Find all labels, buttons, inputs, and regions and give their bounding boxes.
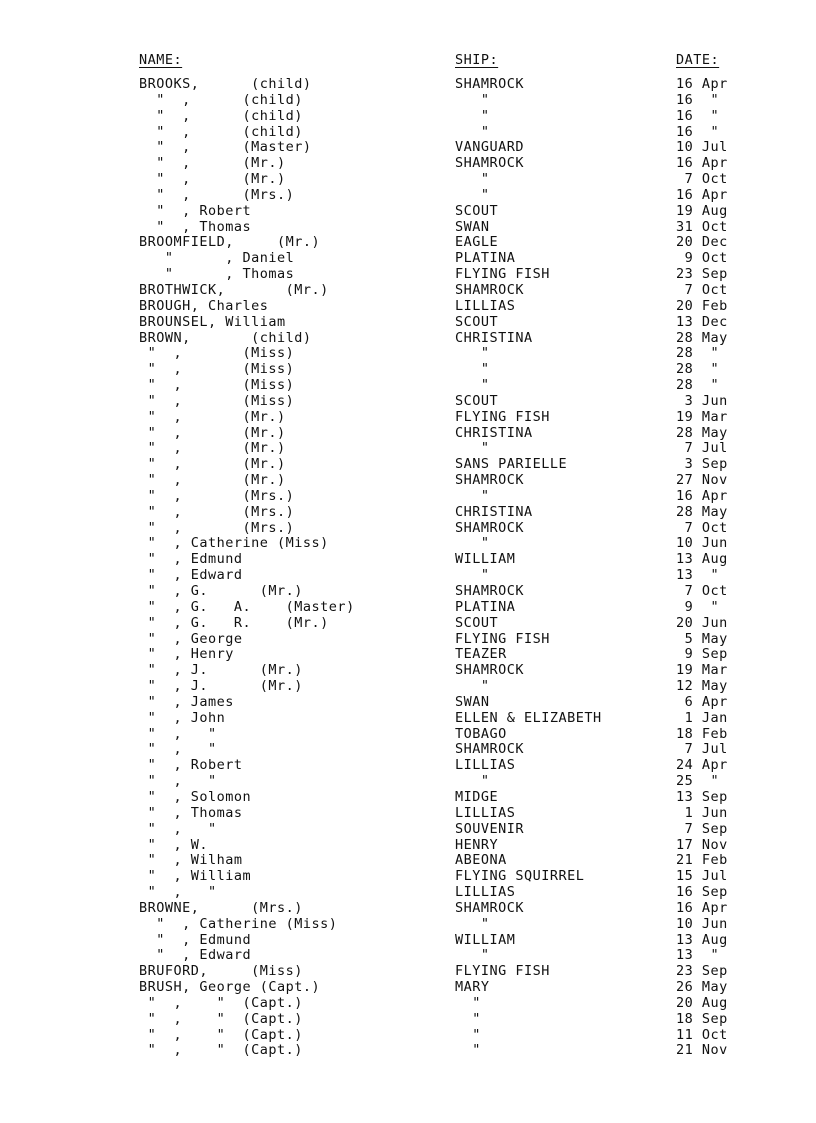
list-row bbox=[0, 647, 816, 663]
ship-cell: " bbox=[455, 678, 490, 695]
date-cell: 17 Nov bbox=[676, 836, 728, 853]
ship-cell: CHRISTINA bbox=[455, 424, 533, 441]
name-cell: " , (Mr.) bbox=[139, 456, 286, 473]
name-cell: BROOKS, (child) bbox=[139, 76, 312, 92]
name-cell: " , (child) bbox=[139, 123, 303, 140]
ship-cell: " bbox=[455, 186, 490, 203]
list-row bbox=[0, 774, 816, 790]
date-cell: 23 Sep bbox=[676, 266, 728, 283]
ship-cell: TOBAGO bbox=[455, 725, 507, 742]
list-row bbox=[0, 885, 816, 901]
name-cell: " , Robert bbox=[139, 757, 243, 774]
ship-cell: " bbox=[455, 915, 490, 932]
list-row bbox=[0, 616, 816, 632]
date-cell: 13 Sep bbox=[676, 788, 728, 805]
name-cell: " , " bbox=[139, 725, 217, 742]
date-cell: 16 Apr bbox=[676, 487, 728, 504]
ship-cell: PLATINA bbox=[455, 250, 516, 267]
ship-cell: MARY bbox=[455, 979, 490, 996]
name-cell: " , (Miss) bbox=[139, 377, 295, 394]
name-cell: " , Solomon bbox=[139, 788, 252, 805]
date-cell: 28 May bbox=[676, 329, 728, 346]
name-cell: " , (Mr.) bbox=[139, 171, 286, 188]
ship-cell: CHRISTINA bbox=[455, 329, 533, 346]
name-cell: " , (child) bbox=[139, 107, 303, 124]
date-cell: 7 Jul bbox=[676, 440, 728, 457]
list-row bbox=[0, 251, 816, 267]
ship-cell: SCOUT bbox=[455, 392, 499, 409]
name-cell: " , Catherine (Miss) bbox=[139, 915, 338, 932]
ship-cell: LILLIAS bbox=[455, 297, 516, 314]
date-cell: 15 Jul bbox=[676, 868, 728, 885]
name-cell: " , (Mrs.) bbox=[139, 487, 295, 504]
name-cell: " , John bbox=[139, 709, 226, 726]
name-cell: " , George bbox=[139, 630, 243, 647]
date-cell: 19 Mar bbox=[676, 408, 728, 425]
date-cell: 16 " bbox=[676, 107, 720, 124]
list-row bbox=[0, 394, 816, 410]
list-row bbox=[0, 457, 816, 473]
ship-cell: " bbox=[455, 345, 490, 362]
list-row bbox=[0, 695, 816, 711]
list-row bbox=[0, 869, 816, 885]
name-cell: " , " (Capt.) bbox=[139, 1010, 303, 1027]
date-cell: 9 Oct bbox=[676, 250, 728, 267]
ship-cell: MIDGE bbox=[455, 788, 499, 805]
list-row bbox=[0, 964, 816, 980]
date-cell: 9 " bbox=[676, 598, 720, 615]
ship-cell: FLYING FISH bbox=[455, 963, 550, 980]
name-cell: " , " bbox=[139, 884, 217, 901]
name-cell: " , William bbox=[139, 868, 252, 885]
list-row bbox=[0, 632, 816, 648]
list-row bbox=[0, 426, 816, 442]
date-cell: 6 Apr bbox=[676, 693, 728, 710]
ship-cell: SANS PARIELLE bbox=[455, 456, 568, 473]
date-cell: 20 Jun bbox=[676, 614, 728, 631]
name-cell: " , (Miss) bbox=[139, 361, 295, 378]
name-cell: BROWN, (child) bbox=[139, 329, 312, 346]
ship-cell: TEAZER bbox=[455, 646, 507, 663]
list-row bbox=[0, 679, 816, 695]
list-row bbox=[0, 521, 816, 537]
date-cell: 13 Dec bbox=[676, 313, 728, 330]
ship-cell: SWAN bbox=[455, 218, 490, 235]
ship-cell: " bbox=[455, 91, 490, 108]
date-cell: 7 Jul bbox=[676, 741, 728, 758]
date-cell: 10 Jun bbox=[676, 535, 728, 552]
ship-cell: LILLIAS bbox=[455, 804, 516, 821]
name-cell: BROUNSEL, William bbox=[139, 313, 286, 330]
name-cell: " , " bbox=[139, 820, 217, 837]
name-cell: " , James bbox=[139, 693, 234, 710]
ship-cell: SHAMROCK bbox=[455, 741, 525, 758]
list-row bbox=[0, 125, 816, 141]
ship-cell: " bbox=[455, 171, 490, 188]
date-cell: 18 Sep bbox=[676, 1010, 728, 1027]
name-cell: " , G. R. (Mr.) bbox=[139, 614, 329, 631]
date-cell: 20 Feb bbox=[676, 297, 728, 314]
list-row bbox=[0, 933, 816, 949]
name-cell: " , Robert bbox=[139, 202, 252, 219]
date-cell: 19 Mar bbox=[676, 662, 728, 679]
list-row bbox=[0, 362, 816, 378]
date-cell: 21 Feb bbox=[676, 852, 728, 869]
date-cell: 20 Dec bbox=[676, 234, 728, 251]
list-row bbox=[0, 378, 816, 394]
ship-cell: SCOUT bbox=[455, 313, 499, 330]
ship-cell: PLATINA bbox=[455, 598, 516, 615]
list-row bbox=[0, 584, 816, 600]
name-cell: " , Edward bbox=[139, 567, 243, 584]
list-row bbox=[0, 727, 816, 743]
date-cell: 3 Jun bbox=[676, 392, 728, 409]
list-row bbox=[0, 1043, 816, 1059]
ship-cell: " bbox=[455, 1042, 481, 1059]
list-row bbox=[0, 140, 816, 156]
list-row bbox=[0, 315, 816, 331]
date-cell: 26 May bbox=[676, 979, 728, 996]
date-cell: 23 Sep bbox=[676, 963, 728, 980]
name-cell: " , " bbox=[139, 773, 217, 790]
list-row bbox=[0, 441, 816, 457]
name-cell: " , (Mrs.) bbox=[139, 186, 295, 203]
name-cell: " , " (Capt.) bbox=[139, 994, 303, 1011]
list-row bbox=[0, 93, 816, 109]
ship-cell: WILLIAM bbox=[455, 551, 516, 568]
list-row bbox=[0, 77, 816, 93]
ship-cell: LILLIAS bbox=[455, 884, 516, 901]
date-cell: 5 May bbox=[676, 630, 728, 647]
ship-cell: " bbox=[455, 567, 490, 584]
date-cell: 7 Oct bbox=[676, 583, 728, 599]
ship-cell: ABEONA bbox=[455, 852, 507, 869]
name-cell: " , (Miss) bbox=[139, 345, 295, 362]
ship-cell: SHAMROCK bbox=[455, 281, 525, 298]
date-cell: 13 " bbox=[676, 947, 720, 964]
date-cell: 12 May bbox=[676, 678, 728, 695]
ship-cell: SHAMROCK bbox=[455, 519, 525, 536]
ship-cell: ELLEN & ELIZABETH bbox=[455, 709, 602, 726]
name-cell: " , (Mr.) bbox=[139, 472, 286, 489]
list-row bbox=[0, 283, 816, 299]
name-cell: " , J. (Mr.) bbox=[139, 678, 303, 695]
name-cell: " , W. bbox=[139, 836, 209, 853]
name-cell: " , Edmund bbox=[139, 931, 252, 948]
date-cell: 31 Oct bbox=[676, 218, 728, 235]
passenger-list bbox=[0, 77, 816, 1059]
list-row bbox=[0, 346, 816, 362]
ship-cell: SHAMROCK bbox=[455, 583, 525, 599]
name-cell: " , Thomas bbox=[139, 266, 295, 283]
date-cell: 28 May bbox=[676, 424, 728, 441]
ship-cell: " bbox=[455, 947, 490, 964]
list-row bbox=[0, 235, 816, 251]
ship-cell: SHAMROCK bbox=[455, 76, 525, 92]
date-cell: 13 " bbox=[676, 567, 720, 584]
name-cell: " , (child) bbox=[139, 91, 303, 108]
date-cell: 3 Sep bbox=[676, 456, 728, 473]
list-row bbox=[0, 156, 816, 172]
name-cell: " , G. (Mr.) bbox=[139, 583, 303, 599]
name-cell: BROOMFIELD, (Mr.) bbox=[139, 234, 321, 251]
date-cell: 16 " bbox=[676, 91, 720, 108]
list-row bbox=[0, 299, 816, 315]
list-row bbox=[0, 996, 816, 1012]
name-cell: " , Henry bbox=[139, 646, 234, 663]
date-cell: 28 May bbox=[676, 503, 728, 520]
date-cell: 13 Aug bbox=[676, 551, 728, 568]
ship-cell: SCOUT bbox=[455, 614, 499, 631]
ship-cell: VANGUARD bbox=[455, 139, 525, 156]
list-row bbox=[0, 901, 816, 917]
name-cell: BROWNE, (Mrs.) bbox=[139, 899, 303, 916]
header-date: DATE: bbox=[676, 52, 720, 68]
ship-cell: SOUVENIR bbox=[455, 820, 525, 837]
date-cell: 1 Jan bbox=[676, 709, 728, 726]
list-row bbox=[0, 790, 816, 806]
name-cell: " , (Mr.) bbox=[139, 155, 286, 172]
list-row bbox=[0, 742, 816, 758]
name-cell: " , " (Capt.) bbox=[139, 1042, 303, 1059]
ship-cell: " bbox=[455, 487, 490, 504]
name-cell: " , (Mrs.) bbox=[139, 519, 295, 536]
date-cell: 18 Feb bbox=[676, 725, 728, 742]
name-cell: BRUSH, George (Capt.) bbox=[139, 979, 321, 996]
date-cell: 16 " bbox=[676, 123, 720, 140]
list-row bbox=[0, 948, 816, 964]
date-cell: 7 Oct bbox=[676, 519, 728, 536]
date-cell: 19 Aug bbox=[676, 202, 728, 219]
list-row bbox=[0, 568, 816, 584]
ship-cell: SWAN bbox=[455, 693, 490, 710]
list-row bbox=[0, 489, 816, 505]
name-cell: BRUFORD, (Miss) bbox=[139, 963, 303, 980]
name-cell: " , (Master) bbox=[139, 139, 312, 156]
date-cell: 16 Apr bbox=[676, 76, 728, 92]
name-cell: " , (Mr.) bbox=[139, 408, 286, 425]
name-cell: " , Edmund bbox=[139, 551, 243, 568]
ship-cell: SHAMROCK bbox=[455, 662, 525, 679]
ship-cell: SCOUT bbox=[455, 202, 499, 219]
ship-cell: LILLIAS bbox=[455, 757, 516, 774]
ship-cell: " bbox=[455, 123, 490, 140]
name-cell: " , J. (Mr.) bbox=[139, 662, 303, 679]
date-cell: 7 Sep bbox=[676, 820, 728, 837]
ship-cell: FLYING FISH bbox=[455, 266, 550, 283]
date-cell: 10 Jul bbox=[676, 139, 728, 156]
list-row bbox=[0, 410, 816, 426]
name-cell: " , Wilham bbox=[139, 852, 243, 869]
ship-cell: " bbox=[455, 994, 481, 1011]
list-row bbox=[0, 172, 816, 188]
list-row bbox=[0, 331, 816, 347]
name-cell: " , (Miss) bbox=[139, 392, 295, 409]
date-cell: 16 Sep bbox=[676, 884, 728, 901]
ship-cell: SHAMROCK bbox=[455, 155, 525, 172]
date-cell: 10 Jun bbox=[676, 915, 728, 932]
date-cell: 27 Nov bbox=[676, 472, 728, 489]
ship-cell: " bbox=[455, 361, 490, 378]
name-cell: " , Catherine (Miss) bbox=[139, 535, 329, 552]
date-cell: 7 Oct bbox=[676, 171, 728, 188]
ship-cell: FLYING SQUIRREL bbox=[455, 868, 585, 885]
list-row bbox=[0, 204, 816, 220]
name-cell: " , (Mrs.) bbox=[139, 503, 295, 520]
name-cell: " , G. A. (Master) bbox=[139, 598, 355, 615]
date-cell: 21 Nov bbox=[676, 1042, 728, 1059]
list-row bbox=[0, 758, 816, 774]
list-row bbox=[0, 473, 816, 489]
date-cell: 25 " bbox=[676, 773, 720, 790]
list-row bbox=[0, 220, 816, 236]
date-cell: 7 Oct bbox=[676, 281, 728, 298]
list-row bbox=[0, 980, 816, 996]
header-name: NAME: bbox=[139, 52, 183, 68]
name-cell: " , Thomas bbox=[139, 218, 252, 235]
name-cell: " , Thomas bbox=[139, 804, 243, 821]
date-cell: 9 Sep bbox=[676, 646, 728, 663]
name-cell: " , " bbox=[139, 741, 217, 758]
date-cell: 28 " bbox=[676, 377, 720, 394]
date-cell: 16 Apr bbox=[676, 155, 728, 172]
ship-cell: FLYING FISH bbox=[455, 630, 550, 647]
ship-cell: " bbox=[455, 535, 490, 552]
ship-cell: EAGLE bbox=[455, 234, 499, 251]
ship-cell: " bbox=[455, 440, 490, 457]
ship-cell: " bbox=[455, 773, 490, 790]
list-row bbox=[0, 853, 816, 869]
list-row bbox=[0, 838, 816, 854]
list-row bbox=[0, 917, 816, 933]
list-row bbox=[0, 505, 816, 521]
list-row bbox=[0, 711, 816, 727]
ship-cell: SHAMROCK bbox=[455, 472, 525, 489]
date-cell: 20 Aug bbox=[676, 994, 728, 1011]
list-row bbox=[0, 267, 816, 283]
ship-cell: FLYING FISH bbox=[455, 408, 550, 425]
name-cell: " , Daniel bbox=[139, 250, 295, 267]
ship-cell: " bbox=[455, 107, 490, 124]
ship-cell: " bbox=[455, 377, 490, 394]
name-cell: " , (Mr.) bbox=[139, 424, 286, 441]
ship-cell: " bbox=[455, 1010, 481, 1027]
name-cell: " , " (Capt.) bbox=[139, 1026, 303, 1043]
list-row bbox=[0, 552, 816, 568]
list-row bbox=[0, 188, 816, 204]
list-row bbox=[0, 109, 816, 125]
list-row bbox=[0, 663, 816, 679]
list-row bbox=[0, 1012, 816, 1028]
ship-cell: CHRISTINA bbox=[455, 503, 533, 520]
ship-cell: HENRY bbox=[455, 836, 499, 853]
date-cell: 13 Aug bbox=[676, 931, 728, 948]
ship-cell: " bbox=[455, 1026, 481, 1043]
name-cell: BROTHWICK, (Mr.) bbox=[139, 281, 329, 298]
list-row bbox=[0, 822, 816, 838]
header-ship: SHIP: bbox=[455, 52, 499, 68]
ship-cell: WILLIAM bbox=[455, 931, 516, 948]
date-cell: 1 Jun bbox=[676, 804, 728, 821]
ship-cell: SHAMROCK bbox=[455, 899, 525, 916]
name-cell: BROUGH, Charles bbox=[139, 297, 269, 314]
name-cell: " , Edward bbox=[139, 947, 252, 964]
date-cell: 24 Apr bbox=[676, 757, 728, 774]
date-cell: 16 Apr bbox=[676, 899, 728, 916]
list-row bbox=[0, 536, 816, 552]
list-row bbox=[0, 806, 816, 822]
list-row bbox=[0, 1028, 816, 1044]
date-cell: 16 Apr bbox=[676, 186, 728, 203]
date-cell: 28 " bbox=[676, 361, 720, 378]
list-row bbox=[0, 600, 816, 616]
date-cell: 28 " bbox=[676, 345, 720, 362]
name-cell: " , (Mr.) bbox=[139, 440, 286, 457]
date-cell: 11 Oct bbox=[676, 1026, 728, 1043]
